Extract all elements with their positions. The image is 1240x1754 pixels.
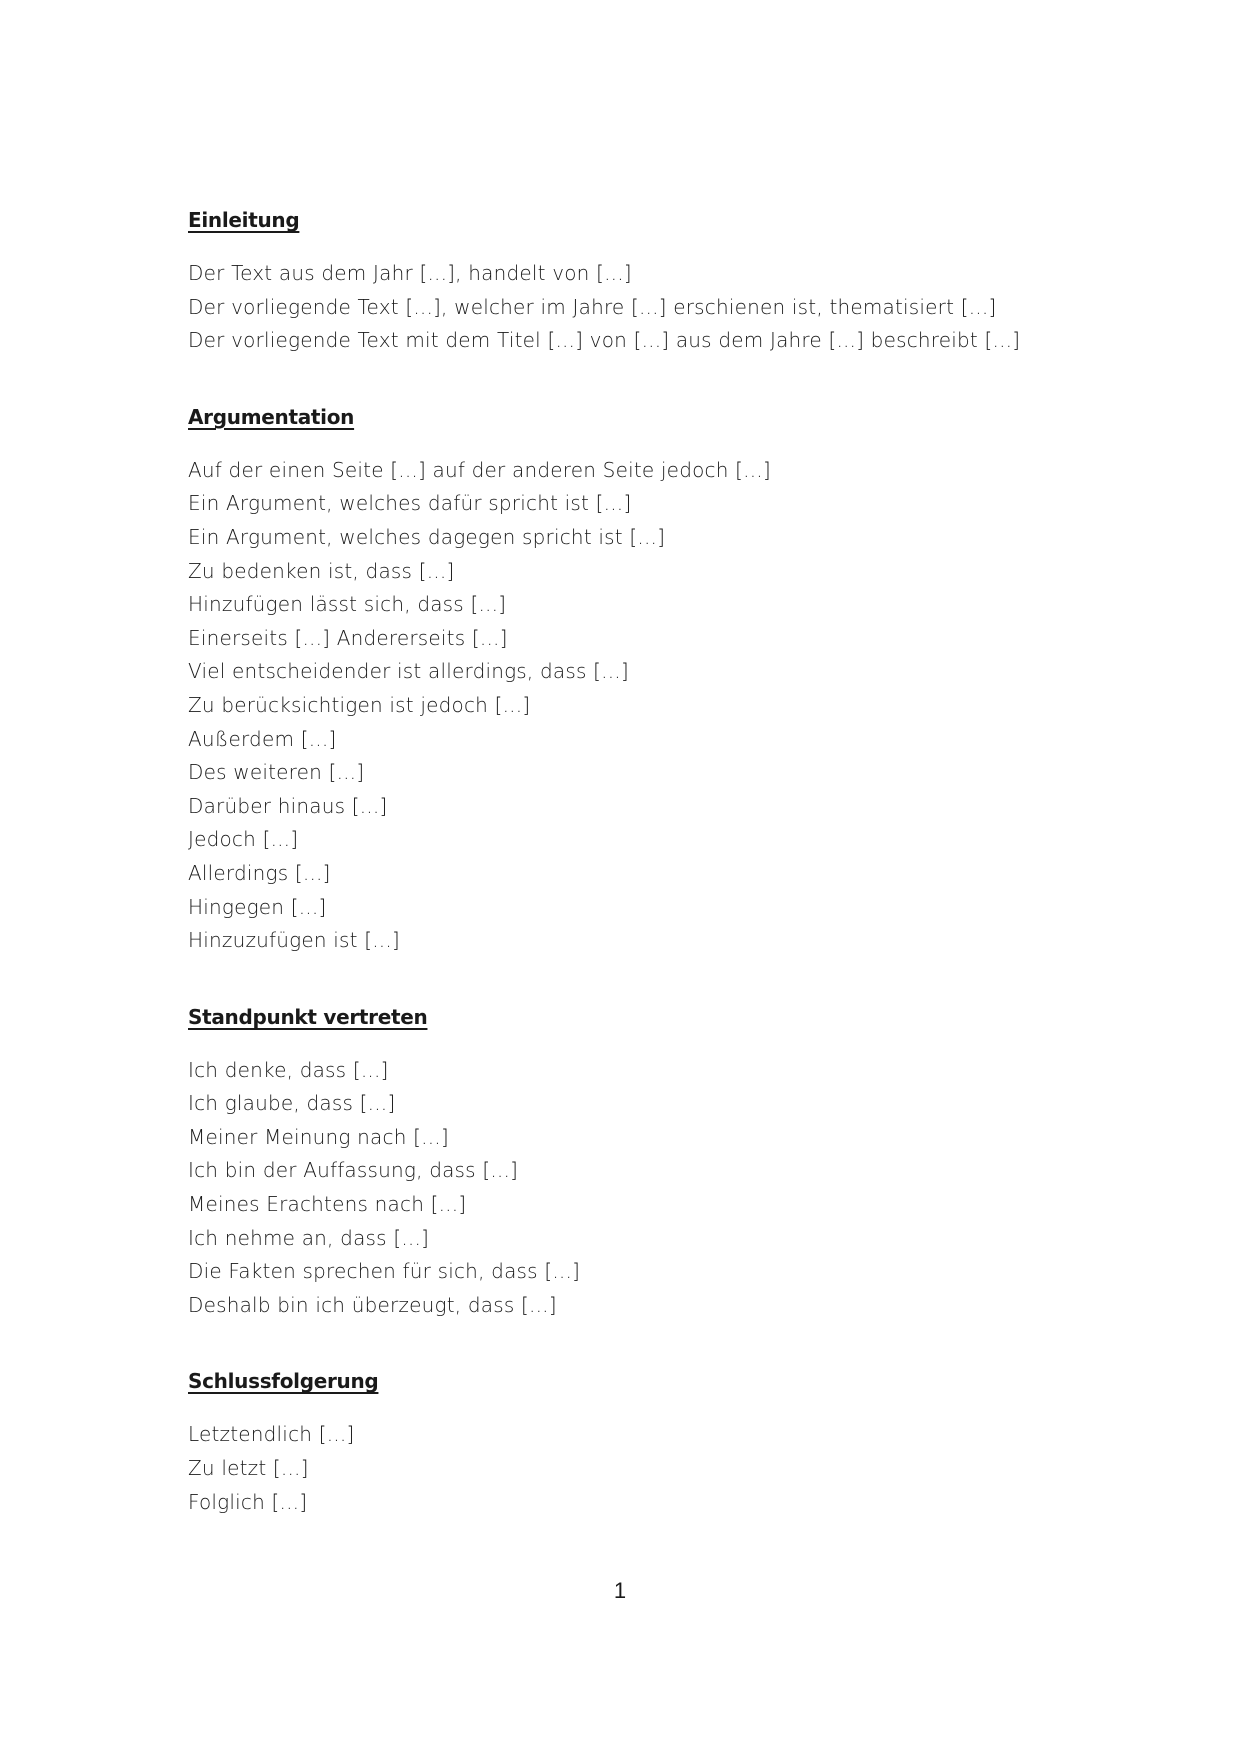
document-content xyxy=(188,205,1148,1519)
phrase-list xyxy=(188,1418,1148,1519)
phrase-line: Letztendlich [...] xyxy=(188,1422,355,1447)
phrase-line: Allerdings [...] xyxy=(188,860,331,885)
section-heading: Einleitung xyxy=(188,208,300,232)
phrase-line: Ich bin der Auffassung, dass [...] xyxy=(188,1158,519,1183)
phrase-list xyxy=(188,257,1148,358)
phrase-line: Ich glaube, dass [...] xyxy=(188,1091,396,1116)
phrase-line: Hinzuzufügen ist [...] xyxy=(188,928,400,953)
page-number: 1 xyxy=(613,1578,627,1603)
phrase-line: Zu bedenken ist, dass [...] xyxy=(188,558,455,583)
section-heading: Standpunkt vertreten xyxy=(188,1004,428,1029)
phrase-line: Hinzufügen lässt sich, dass [...] xyxy=(188,592,507,617)
section-einleitung xyxy=(188,205,1148,358)
phrase-line: Ein Argument, welches dagegen spricht ist [...] xyxy=(188,524,666,549)
phrase-line: Einerseits [...] Andererseits [...] xyxy=(188,625,508,650)
phrase-line: Der Text aus dem Jahr [...], handelt von [...] xyxy=(188,261,632,285)
phrase-line: Meines Erachtens nach [...] xyxy=(188,1192,467,1217)
phrase-line: Meiner Meinung nach [...] xyxy=(188,1124,449,1149)
phrase-line: Viel entscheidender ist allerdings, dass [...] xyxy=(188,659,629,684)
phrase-line: Der vorliegende Text mit dem Titel [...] von [...] aus dem Jahre [...] beschreibt [...] xyxy=(188,328,1021,353)
phrase-list xyxy=(188,1054,1148,1323)
phrase-line: Folglich [...] xyxy=(188,1489,308,1514)
phrase-line: Deshalb bin ich überzeugt, dass [...] xyxy=(188,1292,557,1317)
phrase-line: Zu berücksichtigen ist jedoch [...] xyxy=(188,692,531,717)
section-heading: Schlussfolgerung xyxy=(188,1369,379,1394)
phrase-line: Zu letzt [...] xyxy=(188,1456,309,1481)
phrase-line: Jedoch [...] xyxy=(188,827,299,852)
phrase-line: Ein Argument, welches dafür spricht ist [...] xyxy=(188,491,632,516)
phrase-line: Der vorliegende Text [...], welcher im Jahre [...] erschienen ist, thematisiert [...] xyxy=(188,294,997,319)
section-argumentation xyxy=(188,402,1148,958)
phrase-line: Hingegen [...] xyxy=(188,894,327,919)
section-standpunkt xyxy=(188,1002,1148,1323)
phrase-line: Auf der einen Seite [...] auf der anderen Seite jedoch [...] xyxy=(188,457,771,482)
section-heading: Argumentation xyxy=(188,404,355,429)
phrase-line: Die Fakten sprechen für sich, dass [...] xyxy=(188,1259,581,1284)
phrase-line: Ich denke, dass [...] xyxy=(188,1057,389,1082)
phrase-line: Darüber hinaus [...] xyxy=(188,793,388,818)
phrase-line: Ich nehme an, dass [...] xyxy=(188,1225,430,1250)
section-schlussfolgerung xyxy=(188,1366,1148,1519)
phrase-line: Des weiteren [...] xyxy=(188,760,365,785)
phrase-line: Außerdem [...] xyxy=(188,726,337,751)
phrase-list xyxy=(188,454,1148,958)
